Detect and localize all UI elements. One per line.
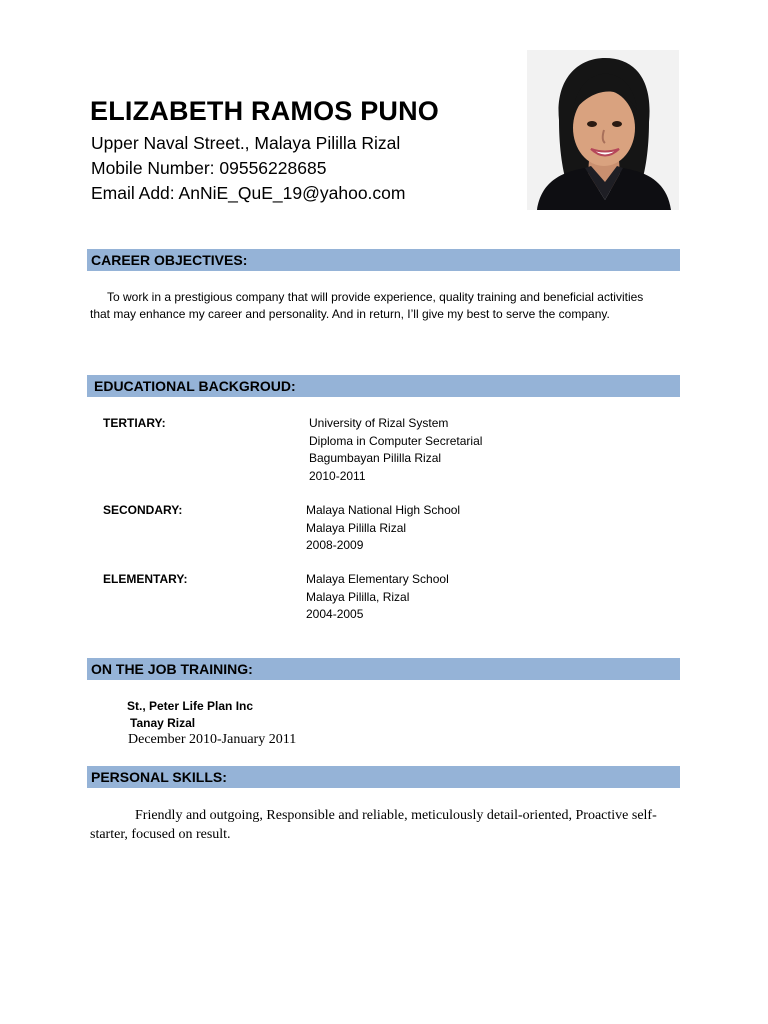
- ojt-location: Tanay Rizal: [130, 716, 196, 730]
- educational-background-heading: EDUCATIONAL BACKGROUD:: [87, 375, 680, 397]
- tertiary-details: [309, 415, 482, 485]
- ojt-heading: ON THE JOB TRAINING:: [87, 658, 680, 680]
- ojt-dates: December 2010-January 2011: [128, 732, 297, 747]
- personal-skills-heading: PERSONAL SKILLS:: [87, 766, 680, 788]
- secondary-label: SECONDARY:: [103, 503, 183, 517]
- elementary-location: Malaya Pililla, Rizal: [306, 589, 410, 604]
- secondary-location: Malaya Pililla Rizal: [306, 520, 407, 535]
- elementary-year: 2004-2005: [306, 607, 364, 621]
- mobile-number: Mobile Number: 09556228685: [91, 158, 327, 178]
- career-objectives-text: To work in a prestigious company that will provide experience, quality training and beneficial activities that may enhance my career and personality. And in return, I’ll give my best to serve the company.: [90, 290, 644, 321]
- ojt-company: St., Peter Life Plan Inc: [127, 699, 254, 713]
- applicant-name: ELIZABETH RAMOS PUNO: [90, 96, 440, 126]
- career-objectives-heading: CAREER OBJECTIVES:: [87, 249, 680, 271]
- elementary-label: ELEMENTARY:: [103, 572, 188, 586]
- tertiary-label: TERTIARY:: [103, 416, 166, 430]
- elementary-school: Malaya Elementary School: [306, 572, 449, 586]
- tertiary-course: Diploma in Computer Secretarial: [309, 433, 483, 448]
- portrait-illustration: [527, 50, 679, 210]
- tertiary-location: Bagumbayan Pililla Rizal: [309, 451, 442, 465]
- address: Upper Naval Street., Malaya Pililla Rizal: [91, 133, 401, 153]
- tertiary-year: 2010-2011: [309, 468, 366, 483]
- tertiary-school: University of Rizal System: [309, 416, 449, 430]
- personal-skills-text: Friendly and outgoing, Responsible and reliable, meticulously detail-oriented, Proactive self-starter, focused on result.: [90, 808, 657, 842]
- secondary-school: Malaya National High School: [306, 503, 461, 517]
- email-address: Email Add: AnNiE_QuE_19@yahoo.com: [91, 183, 406, 203]
- secondary-year: 2008-2009: [306, 538, 364, 552]
- elementary-details: [306, 571, 449, 624]
- profile-photo: [527, 50, 679, 210]
- secondary-details: [306, 502, 460, 555]
